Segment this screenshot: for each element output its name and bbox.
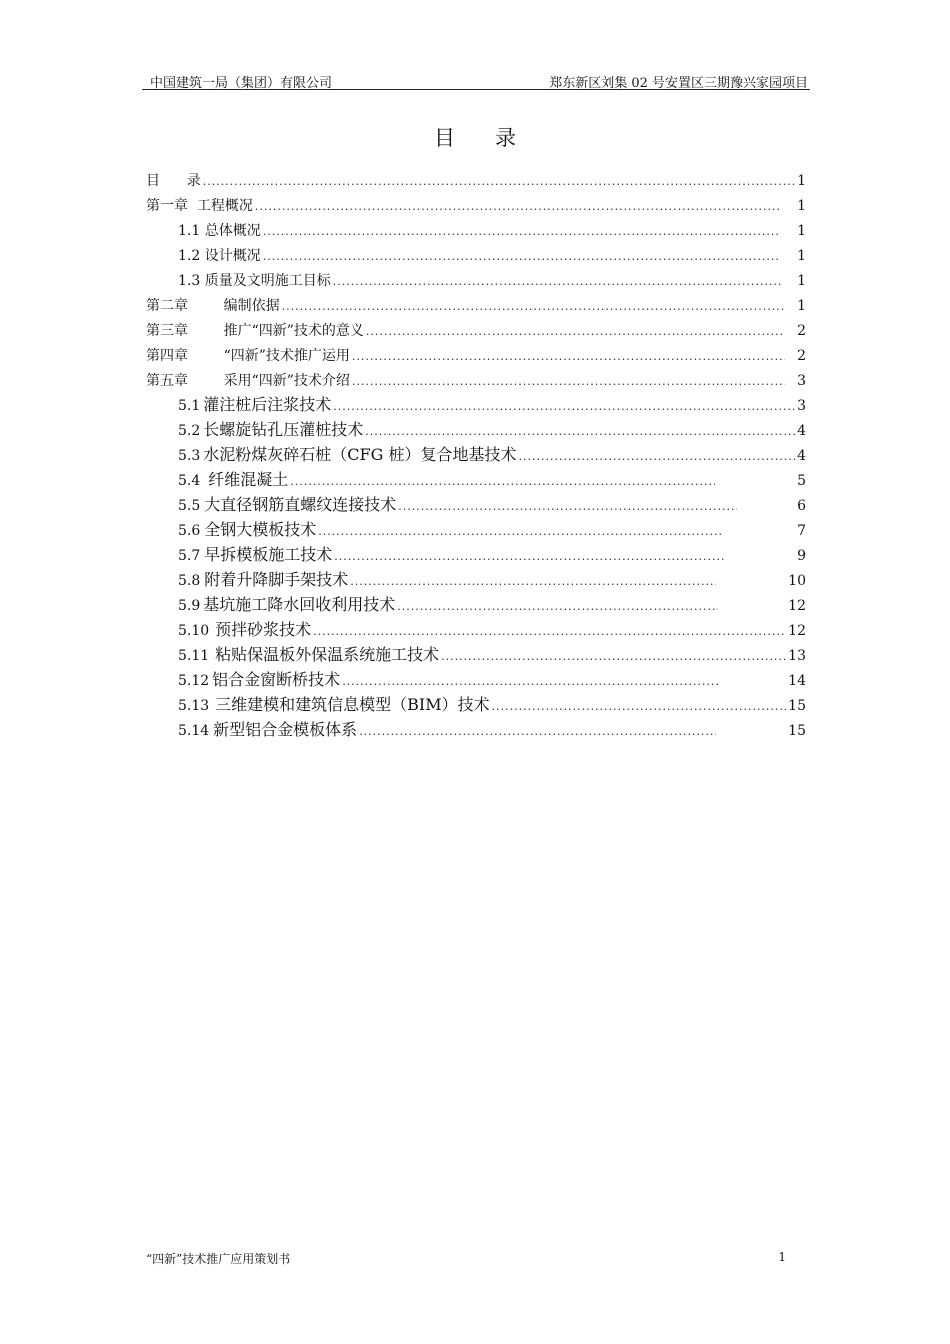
footer-page-number: 1 [778,1250,786,1264]
toc-entry-label: 第二章 编制依据 [146,298,280,314]
toc-entry[interactable] [178,667,806,690]
toc-page-number: 1 [797,273,806,289]
toc-entry[interactable] [178,442,806,465]
toc-entry[interactable] [178,617,806,640]
toc-section-number: 5.4 [178,473,201,489]
toc-entry-label: 1.2 设计概况 [178,248,261,264]
toc-entry[interactable] [146,370,806,390]
toc-page-number: 1 [797,223,806,239]
toc-leader [398,500,737,513]
toc-section-number: 5.13 [178,698,210,714]
toc-leader [359,725,716,738]
toc-entry[interactable] [178,467,806,490]
toc-entry[interactable] [178,417,806,440]
toc-leader [255,200,781,213]
page-header [142,72,810,90]
toc-section-number: 5.10 [178,623,210,639]
toc-entry[interactable] [178,392,806,415]
toc-section-number: 5.3 [178,448,201,464]
toc-entry-label: 铝合金窗断桥技术 [212,670,341,689]
toc-entry[interactable] [178,270,806,290]
toc-entry-label: 基坑施工降水回收利用技术 [203,595,396,614]
toc-page-number: 15 [788,698,806,714]
toc-entry-label: 第一章 工程概况 [146,198,253,214]
toc-entry-label: 灌注桩后注浆技术 [203,395,332,414]
toc-entry-label: 粘贴保温板外保温系统施工技术 [215,645,440,664]
toc-page-number: 1 [797,298,806,314]
toc-entry[interactable] [146,320,806,340]
toc-page-number: 6 [797,498,806,514]
toc-page-number: 12 [788,598,806,614]
toc-entry-label: 大直径钢筋直螺纹连接技术 [204,495,397,514]
toc-leader [290,475,715,488]
toc-entry[interactable] [146,170,806,190]
toc-section-number: 5.7 [178,548,201,564]
toc-entry[interactable] [178,492,806,515]
toc-entry[interactable] [178,220,806,240]
toc-section-number: 5.12 [178,673,210,689]
toc-section-number: 5.5 [178,498,201,514]
toc-entry[interactable] [178,542,806,565]
toc-entry-label: 目 录 [146,173,201,189]
toc-leader [366,325,785,338]
toc-leader [350,575,716,588]
toc-entry[interactable] [178,245,806,265]
toc-page-number: 3 [797,373,806,389]
toc-leader [263,225,781,238]
toc-page-number: 5 [797,473,806,489]
header-company: 中国建筑一局（集团）有限公司 [150,76,333,91]
toc-section-number: 5.9 [178,598,201,614]
toc-page-number: 2 [797,348,806,364]
toc-section-number: 5.11 [178,648,210,664]
toc-entry-label: 第五章 采用“四新”技术介绍 [146,373,350,389]
toc-page-number: 12 [788,623,806,639]
toc-entry[interactable] [146,345,806,365]
toc-leader [397,600,718,613]
toc-entry-label: 1.3 质量及文明施工目标 [178,273,331,289]
toc-page-number: 4 [797,448,806,464]
toc-page-number: 1 [797,173,806,189]
toc-entry[interactable] [178,592,806,615]
toc-leader [365,425,795,438]
toc-entry-label: 附着升降脚手架技术 [204,570,349,589]
toc-leader [333,275,781,288]
toc-page-number: 4 [797,423,806,439]
toc-page-number: 2 [797,323,806,339]
toc-page-number: 15 [788,723,806,739]
toc-page-number: 1 [797,198,806,214]
toc-entry-label: 水泥粉煤灰碎石桩（CFG 桩）复合地基技术 [203,445,517,464]
toc-leader [334,550,725,563]
toc-leader [282,300,785,313]
toc-leader [333,400,795,413]
toc-leader [352,375,785,388]
toc-leader [441,650,786,663]
toc-entry-label: 1.1 总体概况 [178,223,261,239]
toc-leader [313,625,786,638]
toc-leader [518,450,795,463]
toc-entry[interactable] [178,567,806,590]
toc-title: 目录 [434,126,556,150]
toc-entry[interactable] [146,195,806,215]
toc-page-number: 9 [797,548,806,564]
toc-entry[interactable] [178,517,806,540]
toc-page-number: 10 [788,573,806,589]
toc-entry-label: 全钢大模板技术 [204,520,317,539]
toc-entry-label: 早拆模板施工技术 [204,545,333,564]
toc-entry[interactable] [146,295,806,315]
toc-leader [203,175,795,188]
toc-entry[interactable] [178,692,806,715]
toc-entry-label: 预拌砂浆技术 [215,620,312,639]
toc-section-number: 5.6 [178,523,201,539]
toc-leader [492,700,787,713]
toc-page-number: 14 [788,673,806,689]
toc-section-number: 5.1 [178,398,201,414]
toc-leader [342,675,718,688]
toc-entry[interactable] [178,642,806,665]
toc-leader [263,250,781,263]
toc-section-number: 5.8 [178,573,201,589]
toc-page-number: 1 [797,248,806,264]
toc-page-number: 13 [788,648,806,664]
toc-entry-label: 三维建模和建筑信息模型（BIM）技术 [215,695,490,714]
toc-page-number: 7 [797,523,806,539]
toc-entry-label: 第三章 推广“四新”技术的意义 [146,323,364,339]
toc-page-number: 3 [797,398,806,414]
toc-entry-label: 新型铝合金模板体系 [213,720,358,739]
toc-leader [318,525,721,538]
toc-leader [352,350,785,363]
toc-section-number: 5.14 [178,723,210,739]
footer-document-title: “四新”技术推广应用策划书 [146,1252,291,1266]
toc-entry-label: 第四章 “四新”技术推广运用 [146,348,350,364]
header-project: 郑东新区刘集 02 号安置区三期豫兴家园项目 [549,76,808,91]
toc-entry[interactable] [178,717,806,740]
toc-section-number: 5.2 [178,423,201,439]
toc-entry-label: 长螺旋钻孔压灌桩技术 [203,420,364,439]
toc-entry-label: 纤维混凝土 [208,470,289,489]
